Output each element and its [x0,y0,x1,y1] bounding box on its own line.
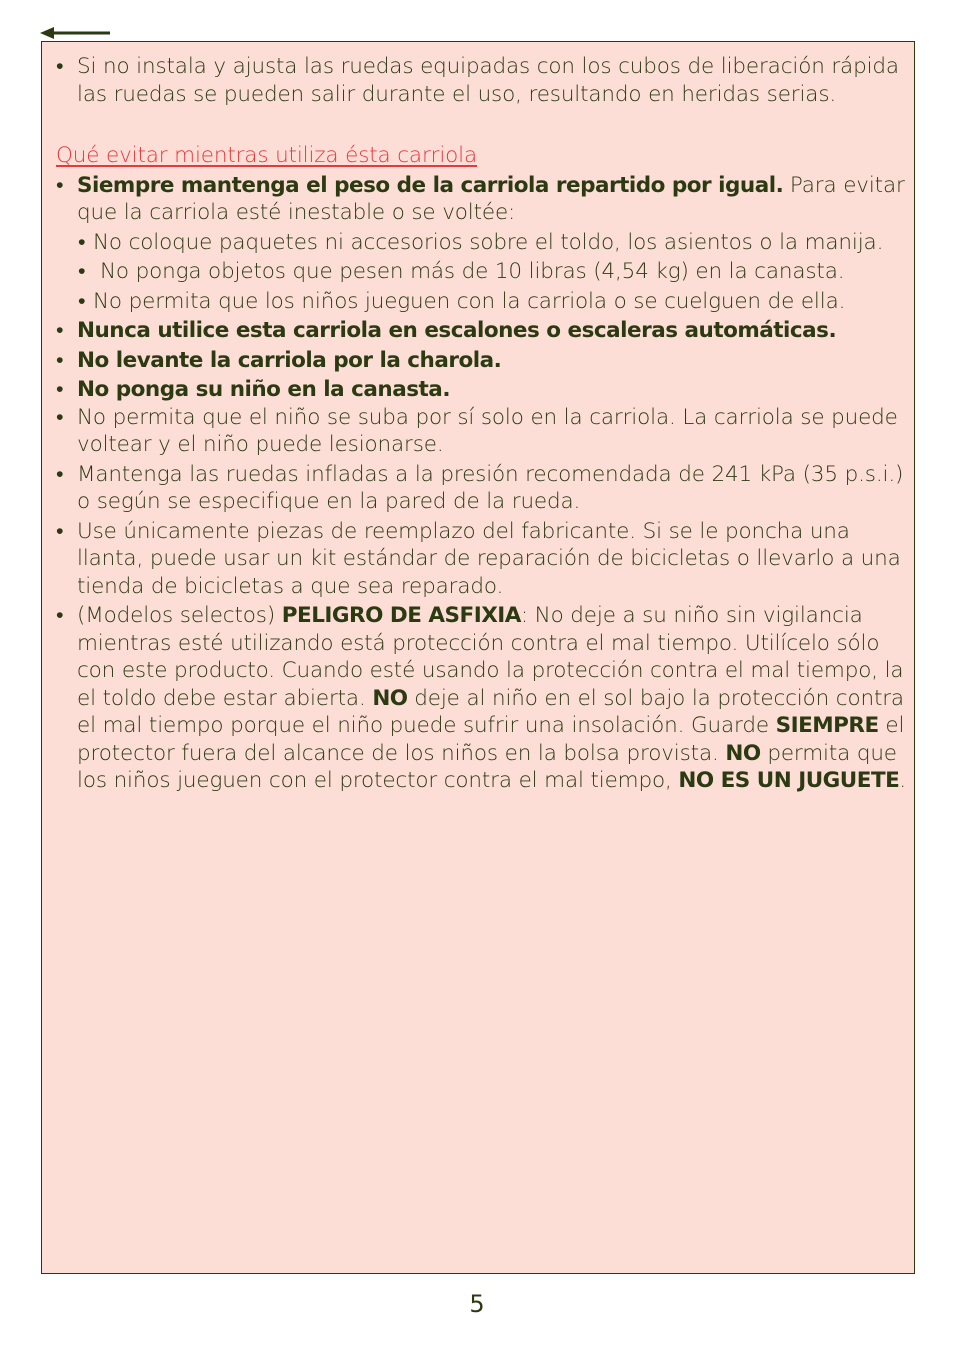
intro-bullet: • Si no instala y ajusta las ruedas equipadas con los cubos de liberación rápida las ruedas se pueden salir durante el uso, resultando en heridas serias. [56,53,906,108]
tire-pressure-bullet: • Mantenga las ruedas infladas a la presión recomendada de 241 kPa (35 p.s.i.) o según se especifique en la pared de la rueda. [56,461,906,516]
replacement-parts-bullet: • Use únicamente piezas de reemplazo del fabricante. Si se le poncha una llanta, puede usar un kit estándar de reparación de bicicletas o llevarlo a una tienda de bicicletas a que sea reparado. [56,518,906,601]
document-body [56,53,906,795]
sub-bullet-children-play: • No permita que los niños jueguen con la carriola o se cuelguen de ella. [78,288,906,316]
suffocation-hazard-label: PELIGRO DE ASFIXIA [281,603,521,628]
weather-shield-bullet: • (Modelos selectos) PELIGRO DE ASFIXIA: No deje a su niño sin vigilancia mientras esté utilizando está protección contra el mal tiempo. Utilícelo sólo con este producto. Cuando esté usando la protección contra el mal tiempo, la el toldo debe estar abierta. NO deje al niño en el sol bajo la protección contra el mal tiempo porque el niño puede sufrir una insolación. Guarde SIEMPRE el protector fuera del alcance de los niños en la bolsa provista. NO permita que los niños jueguen con el protector contra el mal tiempo, NO ES UN JUGUETE. [56,602,906,795]
page-number: 5 [469,1290,485,1318]
left-arrow-icon [40,25,112,41]
section-heading: Qué evitar mientras utiliza ésta carriola [56,143,478,168]
tray-bullet: • No levante la carriola por la charola. [56,347,906,375]
escalator-bullet: • Nunca utilice esta carriola en escalones o escaleras automáticas. [56,317,906,345]
weight-bullet [56,172,906,227]
sub-bullet-basket-weight: • No ponga objetos que pesen más de 10 libras (4,54 kg) en la canasta. [78,258,906,286]
basket-bullet: • No ponga su niño en la canasta. [56,376,906,404]
weight-warning-bold: Siempre mantenga el peso de la carriola repartido por igual. [77,172,784,198]
weight-warning-text: Para evitar que la carriola esté inestable o se voltée: [77,172,905,225]
climb-bullet: • No permita que el niño se suba por sí solo en la carriola. La carriola se puede voltear y el niño puede lesionarse. [56,404,906,459]
sub-bullet-canopy: • No coloque paquetes ni accesorios sobre el toldo, los asientos o la manija. [78,229,906,257]
